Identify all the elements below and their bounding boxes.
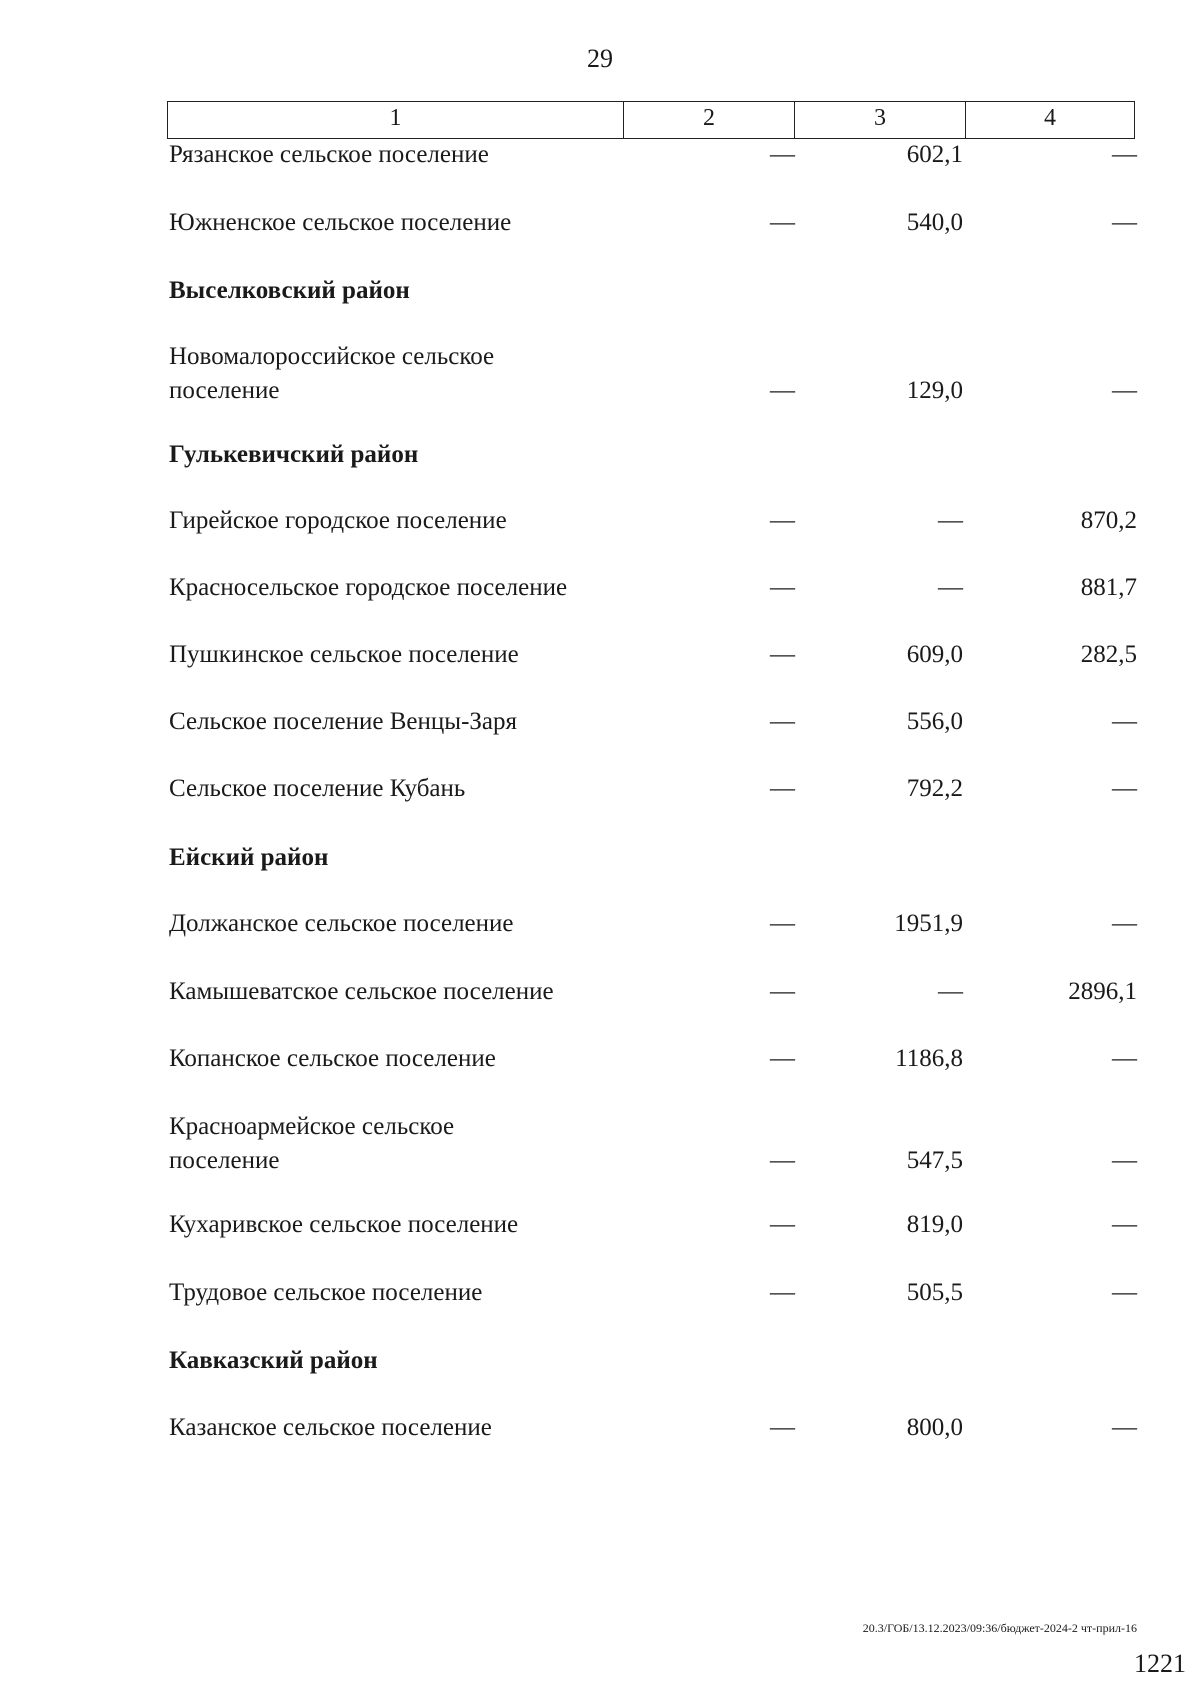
settlement-name: Новомалороссийское сельское поселение <box>169 343 495 404</box>
document-code: 20.3/ГОБ/13.12.2023/09:36/бюджет-2024-2 чт-прил-16 <box>862 1621 1137 1635</box>
value-col-3: 800,0 <box>906 1414 963 1441</box>
value-col-3: — <box>938 978 963 1005</box>
value-col-4: 881,7 <box>1080 574 1137 601</box>
table-row <box>0 772 1200 806</box>
value-col-3: 792,2 <box>906 775 963 802</box>
district-name: Ейский район <box>169 844 329 871</box>
value-col-4: — <box>1112 1211 1137 1238</box>
value-col-2: — <box>770 377 795 404</box>
table-row <box>0 1208 1200 1242</box>
district-heading-row <box>0 841 1200 875</box>
value-col-3: 602,1 <box>906 141 963 168</box>
value-col-3: — <box>938 574 963 601</box>
table-row <box>0 975 1200 1009</box>
settlement-name: Казанское сельское поселение <box>169 1414 492 1441</box>
value-col-2: — <box>770 1147 795 1174</box>
header-col-2: 2 <box>624 102 795 138</box>
settlement-name: Южненское сельское поселение <box>169 209 512 236</box>
value-col-2: — <box>770 1414 795 1441</box>
value-col-4: — <box>1112 1147 1137 1174</box>
settlement-name: Трудовое сельское поселение <box>169 1279 483 1306</box>
table-row <box>0 138 1200 172</box>
value-col-2: — <box>770 507 795 534</box>
value-col-3: 1951,9 <box>894 910 963 937</box>
settlement-name: Сельское поселение Кубань <box>169 775 466 802</box>
value-col-2: — <box>770 910 795 937</box>
table-row <box>0 340 1200 408</box>
header-col-3: 3 <box>795 102 966 138</box>
value-col-3: 609,0 <box>906 641 963 668</box>
settlement-name: Кухаривское сельское поселение <box>169 1211 519 1238</box>
settlement-name: Сельское поселение Венцы-Заря <box>169 708 518 735</box>
value-col-2: — <box>770 1279 795 1306</box>
table-row <box>0 705 1200 739</box>
table-row <box>0 1110 1200 1178</box>
sheet-number: 1221 <box>1134 1649 1186 1678</box>
table-row <box>0 571 1200 605</box>
value-col-2: — <box>770 1045 795 1072</box>
value-col-3: 505,5 <box>906 1279 963 1306</box>
settlement-name: Рязанское сельское поселение <box>169 141 489 168</box>
table-header <box>167 101 1135 139</box>
header-col-1: 1 <box>168 102 624 138</box>
value-col-3: 129,0 <box>906 377 963 404</box>
district-name: Кавказский район <box>169 1347 378 1374</box>
settlement-name: Камышеватское сельское поселение <box>169 978 554 1005</box>
value-col-3: 540,0 <box>906 209 963 236</box>
table-row <box>0 206 1200 240</box>
district-name: Выселковский район <box>169 277 410 304</box>
value-col-4: — <box>1112 1045 1137 1072</box>
value-col-2: — <box>770 574 795 601</box>
value-col-2: — <box>770 708 795 735</box>
settlement-name: Должанское сельское поселение <box>169 910 514 937</box>
value-col-2: — <box>770 209 795 236</box>
value-col-4: — <box>1112 377 1137 404</box>
settlement-name: Гирейское городское поселение <box>169 507 507 534</box>
value-col-2: — <box>770 1211 795 1238</box>
table-row <box>0 907 1200 941</box>
value-col-4: — <box>1112 910 1137 937</box>
value-col-4: — <box>1112 209 1137 236</box>
value-col-2: — <box>770 978 795 1005</box>
value-col-3: 819,0 <box>906 1211 963 1238</box>
district-heading-row <box>0 274 1200 308</box>
district-name: Гулькевичский район <box>169 441 419 468</box>
value-col-4: — <box>1112 775 1137 802</box>
table-row <box>0 638 1200 672</box>
table-row <box>0 504 1200 538</box>
value-col-4: — <box>1112 1279 1137 1306</box>
value-col-2: — <box>770 641 795 668</box>
value-col-2: — <box>770 141 795 168</box>
table-row <box>0 1411 1200 1445</box>
settlement-name: Пушкинское сельское поселение <box>169 641 519 668</box>
settlement-name: Красносельское городское поселение <box>169 574 568 601</box>
table-row <box>0 1042 1200 1076</box>
table-row <box>0 1276 1200 1310</box>
value-col-4: 870,2 <box>1080 507 1137 534</box>
page-number: 29 <box>587 44 613 73</box>
value-col-4: — <box>1112 1414 1137 1441</box>
value-col-4: — <box>1112 708 1137 735</box>
value-col-4: 282,5 <box>1080 641 1137 668</box>
value-col-2: — <box>770 775 795 802</box>
value-col-3: 547,5 <box>906 1147 963 1174</box>
district-heading-row <box>0 1344 1200 1378</box>
value-col-3: — <box>938 507 963 534</box>
value-col-3: 556,0 <box>906 708 963 735</box>
settlement-name: Красноармейское сельское поселение <box>169 1113 455 1174</box>
value-col-3: 1186,8 <box>895 1045 963 1072</box>
district-heading-row <box>0 438 1200 472</box>
value-col-4: 2896,1 <box>1068 978 1137 1005</box>
value-col-4: — <box>1112 141 1137 168</box>
header-col-4: 4 <box>1044 105 1056 131</box>
settlement-name: Копанское сельское поселение <box>169 1045 496 1072</box>
